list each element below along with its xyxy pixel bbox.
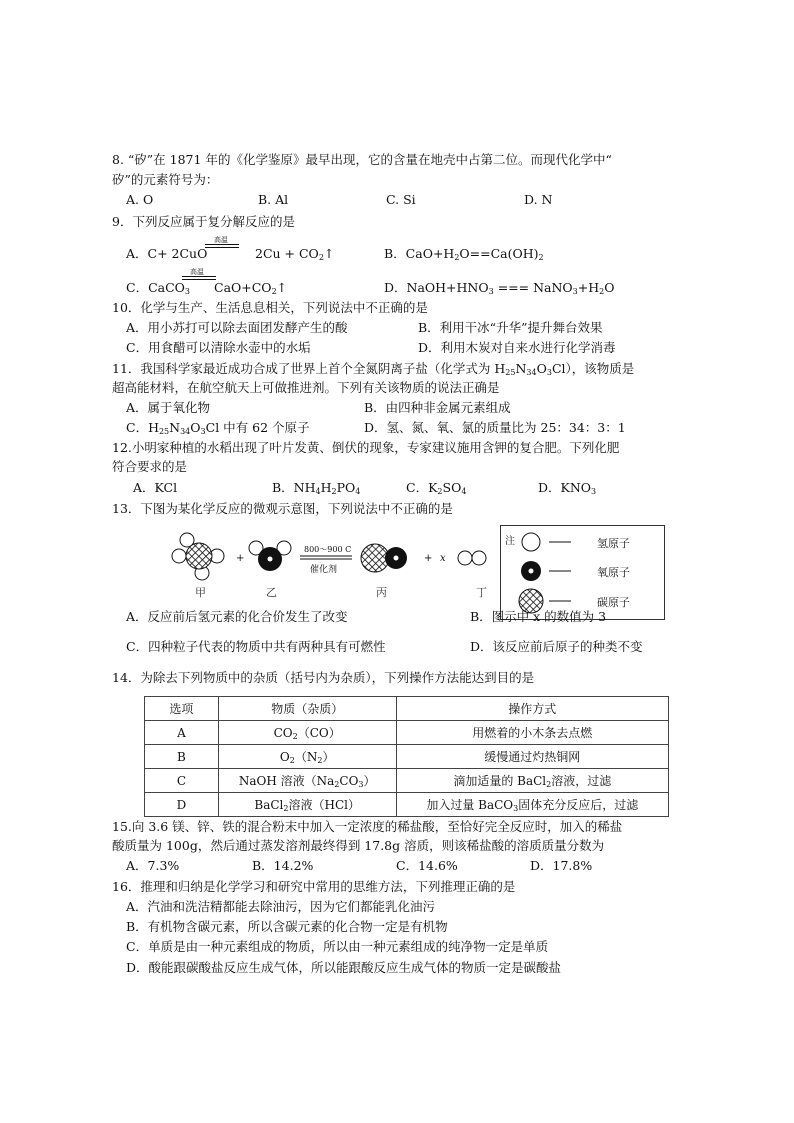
q9-a-condition: 高温 <box>214 236 228 244</box>
q10-option-d: D．利用木炭对自来水进行化学消毒 <box>418 340 616 355</box>
table-cell: $O_2(N_2)$ <box>218 745 396 769</box>
q9-c-equals <box>182 276 216 280</box>
label-jia: 甲 <box>195 586 206 599</box>
header-method: 操作方式 <box>396 697 668 721</box>
q14-table <box>144 696 669 817</box>
legend-hydrogen: 氢原子 <box>597 537 630 550</box>
legend-symbols <box>515 528 575 618</box>
q9-option-b: B．$CaO+H_2O==Ca(OH)_2$ <box>384 246 544 262</box>
table-row <box>145 769 669 793</box>
molecule-yi <box>249 541 291 571</box>
q8-option-b: B. Al <box>258 192 289 207</box>
table-cell: $CO_2(CO)$ <box>218 721 396 745</box>
q13-reaction-diagram <box>170 528 500 600</box>
q13-option-b: B．图示中 x 的数值为 3 <box>470 609 607 624</box>
table-cell: A <box>145 721 219 745</box>
q11-option-a: A．属于氧化物 <box>126 400 211 415</box>
q11-option-d: D．氢、氮、氧、氯的质量比为 25：34：3：1 <box>364 420 626 435</box>
table-row <box>145 793 669 817</box>
q16-option-a: A．汽油和洗洁精都能去除油污，因为它们都能乳化油污 <box>126 899 436 914</box>
q13-legend <box>500 525 665 620</box>
molecule-bing <box>361 544 407 572</box>
label-yi: 乙 <box>266 586 277 599</box>
q10-stem: 10．化学与生产、生活息息相关，下列说法中不正确的是 <box>112 300 428 315</box>
q9-option-c: C．CaCO$_3$ <box>126 280 190 296</box>
q9-option-d: D．$NaOH+HNO_3$ === $NaNO_3+H_2O$ <box>384 280 615 296</box>
table-cell: 加入过量 BaCO$_3$固体充分反应后，过滤 <box>396 793 668 817</box>
q15-option-b: B．14.2% <box>252 858 314 873</box>
label-ding: 丁 <box>476 586 487 599</box>
table-cell: 滴加适量的 BaCl$_2$溶液，过滤 <box>396 769 668 793</box>
legend-oxygen: 氧原子 <box>597 566 630 579</box>
label-bing: 丙 <box>376 586 387 599</box>
table-cell: BaCl$_2$溶液（HCl） <box>218 793 396 817</box>
table-cell: B <box>145 745 219 769</box>
q9-stem: 9．下列反应属于复分解反应的是 <box>112 214 295 229</box>
header-substance: 物质（杂质） <box>218 697 396 721</box>
q15-option-c: C．14.6% <box>396 858 458 873</box>
q16-option-d: D．酸能跟碳酸盐反应生成气体，所以能跟酸反应生成气体的物质一定是碳酸盐 <box>126 960 562 975</box>
table-cell: C <box>145 769 219 793</box>
q16-option-c: C．单质是由一种元素组成的物质，所以由一种元素组成的纯净物一定是单质 <box>126 939 549 954</box>
table-cell: 缓慢通过灼热铜网 <box>396 745 668 769</box>
q12-option-a: A．KCl <box>133 480 178 495</box>
plus-sign-2: + <box>424 553 433 564</box>
table-row <box>145 721 669 745</box>
table-cell: NaOH 溶液$(Na_2CO_3)$ <box>218 769 396 793</box>
coefficient-x: x <box>440 553 446 564</box>
reaction-condition-top: 800～900 C <box>304 545 352 554</box>
q12-option-d: D．$KNO_3$ <box>538 480 597 496</box>
q8-option-a: A. O <box>126 192 154 207</box>
table-cell: D <box>145 793 219 817</box>
q9-c-condition: 高温 <box>190 268 204 276</box>
q15-option-d: D．17.8% <box>530 858 593 873</box>
q9-option-a: A．C+ 2CuO <box>126 246 208 261</box>
q13-stem: 13．下图为某化学反应的微观示意图，下列说法中不正确的是 <box>112 501 453 516</box>
table-cell: 用燃着的小木条去点燃 <box>396 721 668 745</box>
legend-note: 注 <box>505 536 515 547</box>
q8-line2: 矽”的元素符号为： <box>112 172 219 187</box>
q15-line1: 15.向 3.6 镁、锌、铁的混合粉末中加入一定浓度的稀盐酸，至恰好完全反应时，加入的稀盐 <box>112 819 623 834</box>
q11-line1: 11．我国科学家最近成功合成了世界上首个全氮阴离子盐（化学式为 $H_{25}N_{34}O_3Cl$），该物质是 <box>112 361 635 377</box>
q9-a-equals <box>205 244 239 248</box>
q8-option-d: D. N <box>524 192 553 207</box>
q9-a-products: $2Cu + CO_2↑$ <box>255 246 335 262</box>
q11-option-b: B．由四种非金属元素组成 <box>364 400 511 415</box>
q11-option-c: C．$H_{25}N_{34}O_3Cl$ 中有 62 个原子 <box>126 420 310 436</box>
q12-line2: 符合要求的是 <box>112 459 188 474</box>
q16-option-b: B．有机物含碳元素，所以含碳元素的化合物一定是有机物 <box>126 919 448 934</box>
reaction-condition-bottom: 催化剂 <box>310 565 338 575</box>
header-option: 选项 <box>145 697 219 721</box>
q13-option-a: A．反应前后氢元素的化合价发生了改变 <box>126 609 348 624</box>
q16-stem: 16．推理和归纳是化学学习和研究中常用的思维方法，下列推理正确的是 <box>112 879 516 894</box>
q10-option-b: B．利用干冰“升华”提升舞台效果 <box>418 320 603 335</box>
q10-option-c: C．用食醋可以清除水壶中的水垢 <box>126 340 311 355</box>
q8-option-c: C. Si <box>386 192 416 207</box>
q12-option-b: B．$NH_4H_2PO_4$ <box>272 480 361 496</box>
plus-sign-1: + <box>236 553 245 564</box>
molecule-ding <box>458 551 486 565</box>
legend-carbon: 碳原子 <box>597 596 630 609</box>
q13-option-d: D．该反应前后原子的种类不变 <box>470 639 643 654</box>
q9-c-products: $CaO+CO_2↑$ <box>214 280 288 296</box>
q13-option-c: C．四种粒子代表的物质中共有两种具有可燃性 <box>126 639 386 654</box>
q8-line1: 8. “矽”在 1871 年的《化学鉴原》最早出现，它的含量在地壳中占第二位。而现代化学中“ <box>112 152 612 167</box>
q12-option-c: C．$K_2SO_4$ <box>406 480 467 496</box>
q11-line2: 超高能材料，在航空航天上可做推进剂。下列有关该物质的说法正确是 <box>112 380 500 395</box>
q15-line2: 酸质量为 100g，然后通过蒸发溶剂最终得到 17.8g 溶质，则该稀盐酸的溶质质量分数为 <box>112 838 605 853</box>
table-row <box>145 745 669 769</box>
table-header-row <box>145 697 669 721</box>
q10-option-a: A．用小苏打可以除去面团发酵产生的酸 <box>126 320 348 335</box>
molecule-jia <box>172 533 224 580</box>
q12-line1: 12.小明家种植的水稻出现了叶片发黄、倒伏的现象，专家建议施用含钾的复合肥。下列化肥 <box>112 440 620 455</box>
q14-stem: 14．为除去下列物质中的杂质（括号内为杂质），下列操作方法能达到目的是 <box>112 670 535 685</box>
legend-hydrogen-icon <box>522 533 540 551</box>
q15-option-a: A．7.3% <box>126 858 180 873</box>
